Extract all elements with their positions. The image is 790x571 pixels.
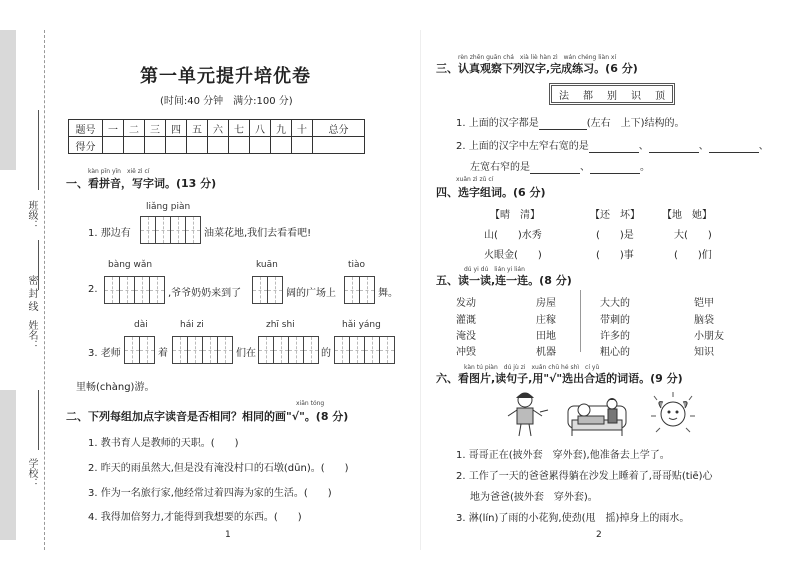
match-word[interactable]: 大大的	[600, 298, 630, 309]
line-end: 。	[640, 162, 650, 173]
q3-pinyin-d: hǎi yáng	[342, 320, 381, 330]
answer-blank[interactable]	[590, 162, 640, 174]
q3-text-mid1: 着	[158, 348, 168, 359]
q3-pinyin-c: zhī shi	[266, 320, 295, 330]
writing-cell[interactable]	[185, 216, 201, 244]
section6-item: 3. 淋(lín)了雨的小花狗,使劲(甩 摇)掉身上的雨水。	[456, 513, 690, 524]
writing-cell[interactable]	[252, 276, 268, 304]
section4-pinyin: xuǎn zì zǔ cí	[456, 176, 494, 183]
q2-pinyin-a: bàng wǎn	[108, 260, 153, 270]
score-table-header-row	[69, 120, 365, 137]
seal-label: 密 封 线	[26, 275, 37, 312]
writing-cell[interactable]	[379, 336, 395, 364]
match-word[interactable]: 带刺的	[600, 315, 630, 326]
match-word[interactable]: 冲毁	[456, 347, 476, 358]
writing-cell[interactable]	[359, 276, 375, 304]
character: 别	[607, 90, 617, 102]
page-number-left: 1	[225, 530, 231, 540]
section6-item: 2. 工作了一天的爸爸累得躺在沙发上睡着了,哥哥贴(tiē)心	[456, 471, 713, 482]
section3-q1	[456, 114, 685, 130]
score-cell: 五	[187, 120, 208, 137]
score-input-cell[interactable]	[124, 137, 145, 154]
writing-cell[interactable]	[172, 336, 188, 364]
score-input-cell[interactable]	[145, 137, 166, 154]
score-cell: 题号	[69, 120, 103, 137]
character: 法	[559, 90, 569, 102]
name-label: 姓名：	[26, 320, 37, 350]
q2-text-mid1: ,爷爷奶奶来到了	[168, 288, 242, 299]
score-input-cell[interactable]	[229, 137, 250, 154]
section6-item: 1. 哥哥正在(披外套 穿外套),他准备去上学了。	[456, 450, 670, 461]
section3-pinyin: rèn zhēn guān chá xià liè hàn zì wán chéng liàn xí	[458, 54, 617, 61]
section3-q2-text: 2. 上面的汉字中左窄右宽的是	[456, 141, 589, 152]
q3-text-mid2: 们在	[236, 348, 256, 359]
writing-cell[interactable]	[349, 336, 365, 364]
q3-writing-grid-a[interactable]	[124, 336, 155, 364]
section3-q1-text: 1. 上面的汉字都是	[456, 118, 539, 129]
q1-writing-grid[interactable]	[140, 216, 201, 244]
binding-margin	[0, 0, 50, 571]
q1-text-after: 油菜花地,我们去看看吧!	[204, 228, 312, 239]
section3-q1-after: (左右 上下)结构的。	[586, 118, 685, 129]
score-cell: 九	[271, 120, 292, 137]
group-item: ( )们	[674, 250, 712, 261]
group-label: 【地 她】	[662, 210, 712, 221]
score-input-cell[interactable]	[208, 137, 229, 154]
score-input-cell[interactable]	[313, 137, 365, 154]
match-word[interactable]: 发动	[456, 298, 476, 309]
score-cell: 十	[292, 120, 313, 137]
writing-cell[interactable]	[124, 336, 140, 364]
class-label: 班级：	[26, 200, 37, 230]
match-word[interactable]: 许多的	[600, 331, 630, 342]
group-item: 山( )水秀	[484, 230, 542, 241]
q3-writing-grid-b[interactable]	[172, 336, 233, 364]
q2-text-after: 舞。	[378, 288, 398, 299]
section1-pinyin: kàn pīn yīn xiě zì cí	[88, 168, 150, 175]
group-item: 火眼金( )	[484, 250, 542, 261]
q3-pinyin-b: hái zi	[180, 320, 204, 330]
q3-text-mid3: 的	[321, 348, 331, 359]
match-word[interactable]: 粗心的	[600, 347, 630, 358]
q2-text-mid2: 阔的广场上	[286, 288, 336, 299]
q3-line2: 里畅(chàng)游。	[76, 382, 155, 393]
group-item: ( )事	[596, 250, 634, 261]
writing-cell[interactable]	[334, 336, 350, 364]
binding-bar-bottom	[0, 390, 16, 540]
match-word[interactable]: 庄稼	[536, 315, 556, 326]
writing-cell[interactable]	[140, 216, 156, 244]
writing-cell[interactable]	[104, 276, 120, 304]
dog-shaking-water-picture	[648, 390, 698, 438]
match-word[interactable]: 房屋	[536, 298, 556, 309]
score-cell: 四	[166, 120, 187, 137]
writing-cell[interactable]	[288, 336, 304, 364]
q2-pinyin-c: tiào	[348, 260, 366, 270]
writing-cell[interactable]	[303, 336, 319, 364]
writing-cell[interactable]	[217, 336, 233, 364]
class-line	[38, 110, 39, 190]
score-cell: 八	[250, 120, 271, 137]
score-input-cell[interactable]	[292, 137, 313, 154]
answer-blank[interactable]	[649, 141, 699, 153]
separator: 、	[580, 162, 590, 173]
match-word[interactable]: 淹没	[456, 331, 476, 342]
writing-cell[interactable]	[134, 276, 150, 304]
q1-pinyin: liǎng piàn	[146, 202, 191, 212]
seal-dashed-line	[44, 30, 45, 550]
separator: 、	[758, 141, 769, 152]
binding-bar-top	[0, 30, 16, 170]
page-title: 第一单元提升培优卷	[140, 66, 311, 87]
score-cell: 二	[124, 120, 145, 137]
section5-pinyin: dú yi dú lián yi lián	[464, 266, 525, 273]
exam-subtitle: (时间:40 分钟 满分:100 分)	[160, 96, 293, 107]
score-row-label: 得分	[69, 137, 103, 154]
score-cell: 七	[229, 120, 250, 137]
section2-item: 3. 作为一名旅行家,他经常过着四海为家的生活。( )	[88, 488, 332, 499]
writing-cell[interactable]	[202, 336, 218, 364]
score-cell: 三	[145, 120, 166, 137]
q2-writing-grid-b[interactable]	[252, 276, 283, 304]
character: 顶	[655, 90, 665, 102]
score-input-cell[interactable]	[187, 137, 208, 154]
score-input-cell[interactable]	[103, 137, 124, 154]
score-input-cell[interactable]	[166, 137, 187, 154]
writing-cell[interactable]	[149, 276, 165, 304]
match-word[interactable]: 机器	[536, 347, 556, 358]
page-divider	[420, 30, 421, 550]
score-table	[68, 119, 365, 154]
section6-heading: 六、看图片,读句子,用"√"选出合适的词语。(9 分)	[436, 372, 683, 385]
section2-heading: 二、下列每组加点字读音是否相同？相同的画"√"。(8 分)	[66, 410, 349, 423]
section2-item: 1. 教书育人是教师的天职。( )	[88, 438, 239, 449]
answer-blank[interactable]	[539, 118, 587, 130]
school-line	[38, 390, 39, 450]
separator: 、	[638, 141, 649, 152]
answer-blank[interactable]	[589, 141, 639, 153]
q3-writing-grid-d[interactable]	[334, 336, 395, 364]
match-word[interactable]: 铠甲	[694, 298, 714, 309]
column-separator	[580, 290, 581, 352]
match-word[interactable]: 知识	[694, 347, 714, 358]
q2-writing-grid-c[interactable]	[344, 276, 375, 304]
match-word[interactable]: 田地	[536, 331, 556, 342]
writing-cell[interactable]	[364, 336, 380, 364]
section3-heading: 三、认真观察下列汉字,完成练习。(6 分)	[436, 62, 638, 75]
section6-item: 地为爸爸(披外套 穿外套)。	[470, 492, 598, 503]
section3-q2-line2-text: 左宽右窄的是	[470, 162, 530, 173]
character: 识	[631, 90, 641, 102]
q3-pinyin-a: dài	[134, 320, 148, 330]
match-word[interactable]: 脑袋	[694, 315, 714, 326]
group-item: ( )是	[596, 230, 634, 241]
section1-heading: 一、看拼音，写字词。(13 分)	[66, 177, 217, 190]
writing-cell[interactable]	[119, 276, 135, 304]
name-line	[38, 240, 39, 290]
writing-cell[interactable]	[273, 336, 289, 364]
writing-cell[interactable]	[267, 276, 283, 304]
writing-cell[interactable]	[344, 276, 360, 304]
separator: 、	[698, 141, 709, 152]
writing-cell[interactable]	[139, 336, 155, 364]
section3-q2	[456, 137, 769, 153]
writing-cell[interactable]	[170, 216, 186, 244]
score-table-score-row	[69, 137, 365, 154]
q3-text-before: 3. 老师	[88, 348, 121, 359]
score-input-cell[interactable]	[250, 137, 271, 154]
group-item: 大( )	[674, 230, 712, 241]
q2-pinyin-b: kuān	[256, 260, 278, 270]
section4-heading: 四、选字组词。(6 分)	[436, 186, 546, 199]
boy-putting-on-coat-picture	[500, 390, 550, 438]
score-cell: 六	[208, 120, 229, 137]
q2-text-before: 2.	[88, 284, 98, 295]
q1-text-before: 1. 那边有	[88, 228, 131, 239]
father-on-sofa-picture	[566, 390, 628, 438]
writing-cell[interactable]	[258, 336, 274, 364]
character: 都	[583, 90, 593, 102]
page-number-right: 2	[596, 530, 602, 540]
section2-item: 4. 我得加倍努力,才能得到我想要的东西。( )	[88, 512, 302, 523]
answer-blank[interactable]	[530, 162, 580, 174]
section6-pinyin: kàn tú piàn dú jù zi xuǎn chū hé shì cí yǔ	[464, 364, 600, 371]
match-word[interactable]: 灌溉	[456, 315, 476, 326]
writing-cell[interactable]	[187, 336, 203, 364]
writing-cell[interactable]	[155, 216, 171, 244]
group-label: 【晴 清】	[490, 210, 540, 221]
section3-q2-line2	[470, 158, 650, 174]
match-word[interactable]: 小朋友	[694, 331, 724, 342]
score-cell: 一	[103, 120, 124, 137]
q3-writing-grid-c[interactable]	[258, 336, 319, 364]
section2-item: 2. 昨天的雨虽然大,但是没有淹没村口的石墩(dūn)。( )	[88, 463, 349, 474]
section2-pinyin: xiān tóng	[296, 400, 325, 407]
character-box	[549, 83, 675, 105]
group-label: 【还 坏】	[590, 210, 640, 221]
score-input-cell[interactable]	[271, 137, 292, 154]
section5-heading: 五、读一读,连一连。(8 分)	[436, 274, 572, 287]
q2-writing-grid-a[interactable]	[104, 276, 165, 304]
answer-blank[interactable]	[709, 141, 759, 153]
score-cell: 总分	[313, 120, 365, 137]
school-label: 学校：	[26, 458, 37, 488]
